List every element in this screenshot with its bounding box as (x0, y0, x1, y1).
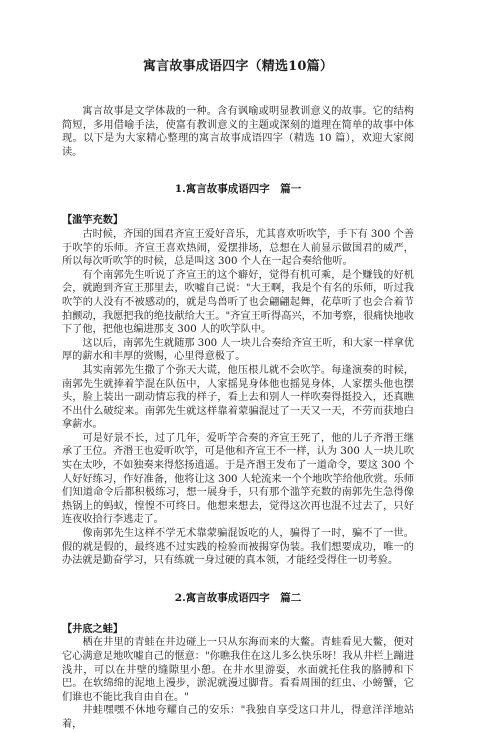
section-1 (62, 182, 414, 567)
story-paragraph: 有个南郭先生听说了齐宣王的这个癖好，觉得有机可乘，是个赚钱的好机会，就跑到齐宣王那里去，吹嘘自己说："大王啊，我是个有名的乐师，听过我吹竽的人没有不被感动的，就是鸟兽听了也会翩翩起舞，花草听了也会合着节拍颤动，我愿把我的绝技献给大王。"齐宣王听得高兴，不加考察，很痛快地收下了他，把他也编进那支 300 人的吹竽队中。 (62, 269, 414, 336)
document-title: 寓言故事成语四字（精选10篇） (142, 59, 334, 74)
section-heading: 1.寓言故事成语四字 篇一 (174, 183, 302, 196)
story-paragraph: 栖在井里的青蛙在井边碰上一只从东海而来的大鳖。青蛙看见大鳖，便对它心满意足地吹嘘自己的惬意："你瞧我住在这儿多么快乐呀！我从井栏上蹦进浅井，可以在井壁的缝隙里小憩。在井水里游耍，水面就托住我的胳膊和下巴。在软绵绵的泥地上漫步，淤泥就漫过脚背。看看周围的红虫、小螃蟹，它们谁也不能比我自由自在。" (62, 637, 414, 703)
idiom-tag: 【井底之蛙】 (62, 622, 124, 635)
story-paragraph: 古时候，齐国的国君齐宣王爱好音乐，尤其喜欢听吹竽，手下有 300 个善于吹竽的乐师。齐宣王喜欢热闹，爱摆排场，总想在人前显示做国君的威严，所以每次听吹竽的时候，总是叫这 300 个人在一起合奏给他听。 (62, 228, 414, 268)
story-paragraph: 其实南郭先生撒了个弥天大谎，他压根儿就不会吹竽。每逢演奏的时候，南郭先生就捧着竽混在队伍中，人家摇晃身体他也摇晃身体，人家摆头他也摆头，脸上装出一副动情忘我的样子，看上去和别人一样吹奏得挺投入，还真瞧不出什么破绽来。南郭先生就这样靠着蒙骗混过了一天又一天，不劳而获地白拿薪水。 (62, 364, 414, 431)
section-2 (62, 591, 414, 732)
story-paragraph: 井蛙嘿嘿不休地夸耀自己的安乐："我独自享受这口井儿，得意洋洋地站着， (62, 705, 414, 730)
story-paragraph: 这以后，南郭先生就随那 300 人一块儿合奏给齐宣王听，和大家一样拿优厚的薪水和丰厚的赏赐，心里得意极了。 (62, 337, 414, 363)
idiom-tag: 【滥竽充数】 (62, 214, 124, 227)
story-paragraph: 可是好景不长，过了几年，爱听竽合奏的齐宣王死了，他的儿子齐湣王继承了王位。齐湣王也爱听吹竽，可是他和齐宣王不一样，认为 300 人一块儿吹实在太吵，不如独奏来得悠扬逍遥。于是齐湣王发布了一道命令，要这 300 个人好好练习，作好准备，他将让这 300 人轮流来一个个地吹竽给他欣赏。乐师们知道命令后都积极练习，想一展身手，只有那个滥竽充数的南郭先生急得像热锅上的蚂蚁，惶惶不可终日。他想来想去，觉得这次再也混不过去了，只好连夜收拾行李逃走了。 (62, 432, 414, 526)
story-paragraph: 像南郭先生这样不学无术靠蒙骗混饭吃的人，骗得了一时，骗不了一世。假的就是假的，最终逃不过实践的检验而被揭穿伪装。我们想要成功，唯一的办法就是勤奋学习，只有练就一身过硬的真本领，才能经受得住一切考验。 (62, 528, 414, 567)
intro-paragraph: 寓言故事是文学体裁的一种。含有讽喻或明显教训意义的故事。它的结构简短，多用借喻手法，使富有教训意义的主题或深刻的道理在简单的故事中体现。以下是为大家精心整理的寓言故事成语四字（精选 10 篇），欢迎大家阅读。 (62, 106, 414, 158)
section-heading: 2.寓言故事成语四字 篇二 (174, 591, 302, 604)
